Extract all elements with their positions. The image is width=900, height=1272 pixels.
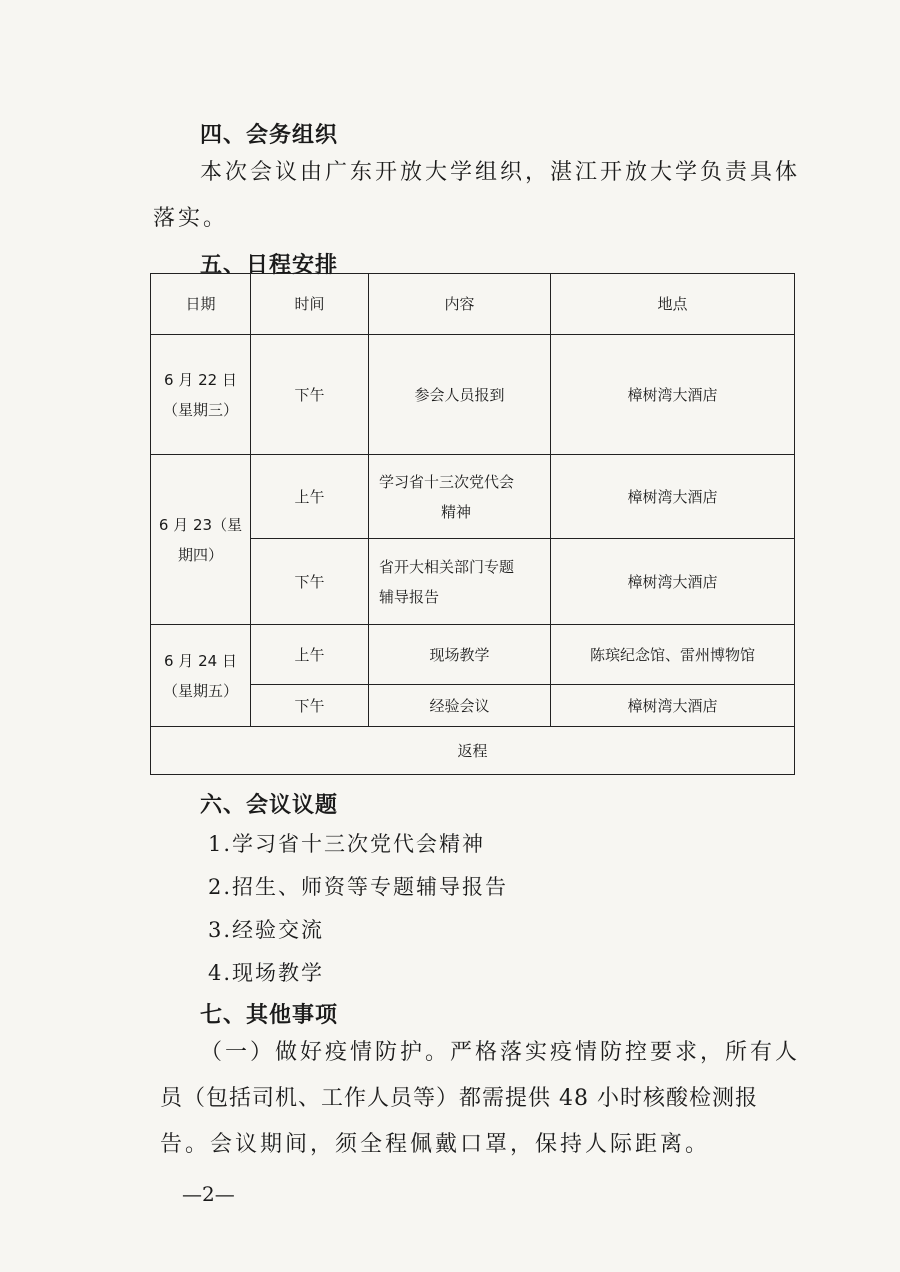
return-cell: 返程	[151, 727, 795, 775]
list-item: 2.招生、师资等专题辅导报告	[208, 875, 509, 899]
section5-title: 五、日程安排	[200, 253, 339, 278]
schedule-table	[150, 273, 795, 775]
place-cell: 樟树湾大酒店	[551, 539, 795, 625]
time-cell: 下午	[251, 335, 369, 455]
section7-title: 七、其他事项	[200, 1003, 339, 1028]
time-cell: 上午	[251, 625, 369, 685]
date-line: 6 月 22 日	[164, 370, 237, 389]
time-cell: 上午	[251, 455, 369, 539]
list-item: 3.经验交流	[208, 918, 325, 942]
section7-line1: （一）做好疫情防护。严格落实疫情防控要求，所有人	[200, 1040, 801, 1065]
date-line: 6 月 24 日	[164, 651, 237, 670]
place-cell: 樟树湾大酒店	[551, 685, 795, 727]
content-cell: 经验会议	[369, 685, 551, 727]
time-cell: 下午	[251, 685, 369, 727]
place-cell: 陈瑸纪念馆、雷州博物馆	[551, 625, 795, 685]
place-cell: 樟树湾大酒店	[551, 335, 795, 455]
date-line: （星期三）	[162, 400, 238, 419]
table-header-row	[151, 274, 795, 335]
time-cell: 下午	[251, 539, 369, 625]
list-item: 1.学习省十三次党代会精神	[208, 832, 486, 856]
date-cell	[151, 335, 251, 455]
header-date: 日期	[151, 274, 251, 335]
header-time: 时间	[251, 274, 369, 335]
content-line: 省开大相关部门专题	[379, 557, 515, 576]
content-cell	[369, 539, 551, 625]
content-cell: 参会人员报到	[369, 335, 551, 455]
section4-line1: 本次会议由广东开放大学组织，湛江开放大学负责具体	[200, 160, 801, 185]
place-cell: 樟树湾大酒店	[551, 455, 795, 539]
table-row	[151, 455, 795, 539]
content-cell	[369, 455, 551, 539]
section7-line3: 告。会议期间，须全程佩戴口罩，保持人际距离。	[160, 1132, 711, 1157]
section4-title: 四、会务组织	[200, 123, 339, 148]
date-line: 6 月 23（星	[158, 515, 243, 534]
date-cell	[151, 625, 251, 727]
content-line: 学习省十三次党代会	[379, 472, 515, 491]
header-content: 内容	[369, 274, 551, 335]
section7-line2: 员（包括司机、工作人员等）都需提供 48 小时核酸检测报	[160, 1086, 758, 1111]
date-cell	[151, 455, 251, 625]
table-row	[151, 727, 795, 775]
section6-title: 六、会议议题	[200, 793, 339, 818]
page-number: —2—	[182, 1182, 235, 1206]
table-row	[151, 335, 795, 455]
table-row	[151, 625, 795, 685]
header-place: 地点	[551, 274, 795, 335]
list-item: 4.现场教学	[208, 961, 325, 985]
content-line: 辅导报告	[379, 587, 440, 606]
date-line: （星期五）	[162, 681, 238, 700]
content-line: 精神	[441, 502, 472, 521]
date-line: 期四）	[177, 545, 223, 564]
content-cell: 现场教学	[369, 625, 551, 685]
section4-line2: 落实。	[153, 206, 229, 231]
